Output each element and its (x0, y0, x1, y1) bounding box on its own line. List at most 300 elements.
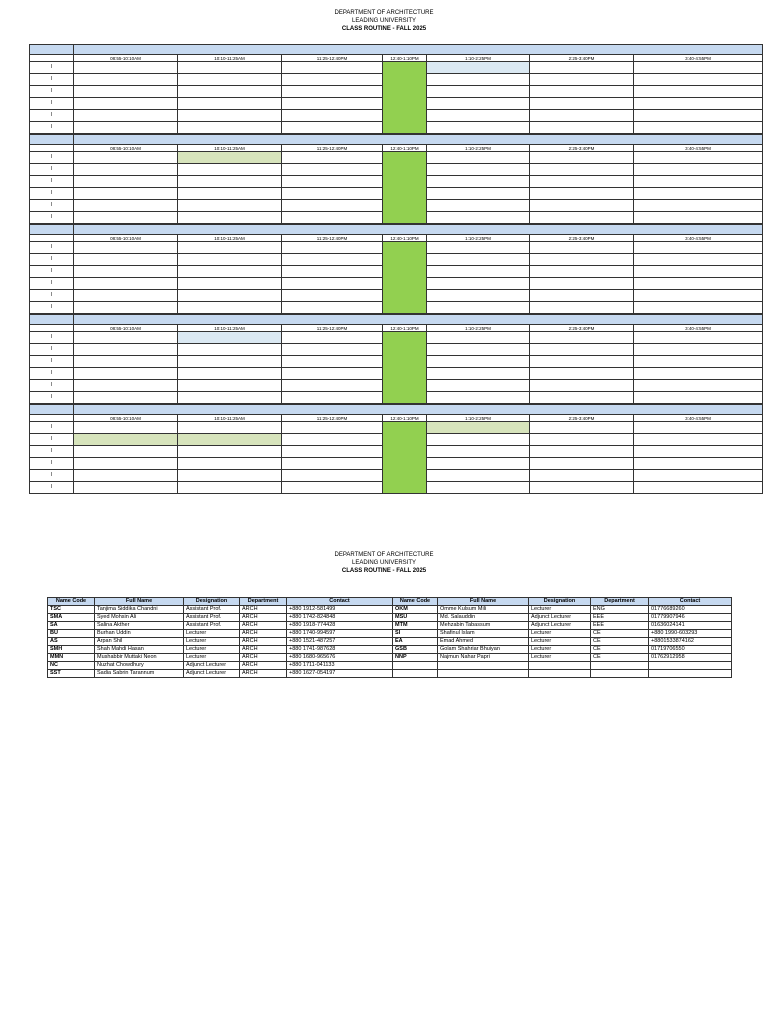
day-header-row (30, 45, 763, 55)
row-marker: I (30, 110, 74, 122)
corner-cell (30, 415, 74, 422)
class-routine (29, 44, 762, 494)
faculty-name: Shah Mahdi Hasan (95, 646, 184, 654)
lunch-break-cell (383, 422, 427, 494)
row-marker: I (30, 368, 74, 380)
class-cell (634, 62, 763, 74)
class-cell (282, 332, 383, 344)
faculty-code: OKM (393, 606, 438, 614)
time-slot-label: 3:40-4:55PM (634, 325, 763, 332)
corner-cell (30, 235, 74, 242)
time-slot-label: 08:55-10:10AM (74, 325, 178, 332)
faculty-name: Mushabbir Muttaki Neon (95, 654, 184, 662)
faculty-name: Salina Akther (95, 622, 184, 630)
class-cell (530, 434, 634, 446)
faculty-table (47, 597, 732, 678)
faculty-contact: +880 1521-487257 (287, 638, 393, 646)
class-cell (427, 152, 530, 164)
day-header-cell (74, 315, 763, 325)
faculty-contact: +8801533874162 (649, 638, 732, 646)
class-cell (530, 290, 634, 302)
time-slot-label: 3:40-4:55PM (634, 145, 763, 152)
faculty-designation: Lecturer (184, 630, 240, 638)
day-header-row (30, 225, 763, 235)
row-marker: I (30, 152, 74, 164)
class-cell (74, 290, 178, 302)
day-header-row (30, 315, 763, 325)
faculty-designation: Adjunct Lecturer (529, 622, 591, 630)
faculty-column-header: Department (240, 598, 287, 606)
class-cell (74, 200, 178, 212)
faculty-code: EA (393, 638, 438, 646)
class-cell (282, 152, 383, 164)
faculty-row (48, 630, 732, 638)
time-slot-label: 11:25-12:40PM (282, 325, 383, 332)
time-slot-label: 10:10-11:25AM (178, 325, 282, 332)
day-label-cell (30, 135, 74, 145)
class-cell (74, 86, 178, 98)
faculty-contact: +880 1912-581499 (287, 606, 393, 614)
faculty-code: SMH (48, 646, 95, 654)
class-cell (178, 422, 282, 434)
class-cell (178, 458, 282, 470)
class-cell (530, 380, 634, 392)
class-cell (178, 74, 282, 86)
time-slot-label: 11:25-12:40PM (282, 235, 383, 242)
class-cell (178, 212, 282, 224)
row-marker: I (30, 98, 74, 110)
class-cell (427, 482, 530, 494)
faculty-contact: +880 1627-054197 (287, 670, 393, 678)
class-cell (282, 110, 383, 122)
class-cell (74, 392, 178, 404)
class-cell (178, 344, 282, 356)
class-cell (282, 446, 383, 458)
class-cell (530, 392, 634, 404)
row-marker: I (30, 266, 74, 278)
faculty-header (0, 551, 768, 575)
class-cell (178, 356, 282, 368)
faculty-name: Syed Mohsin Ali (95, 614, 184, 622)
class-cell (634, 392, 763, 404)
class-cell (530, 266, 634, 278)
class-cell (74, 470, 178, 482)
class-cell (178, 188, 282, 200)
faculty-name (438, 670, 529, 678)
class-cell (74, 344, 178, 356)
faculty-name: Md. Salauddin (438, 614, 529, 622)
class-cell (178, 380, 282, 392)
class-cell (530, 110, 634, 122)
class-cell (530, 356, 634, 368)
class-cell (178, 122, 282, 134)
class-cell (427, 254, 530, 266)
faculty-contact: +880 1918-774428 (287, 622, 393, 630)
class-cell (427, 86, 530, 98)
class-cell (634, 188, 763, 200)
class-cell (178, 110, 282, 122)
day-header-cell (74, 405, 763, 415)
class-cell (530, 98, 634, 110)
class-cell (634, 380, 763, 392)
class-cell (178, 266, 282, 278)
faculty-column-header: Department (591, 598, 649, 606)
faculty-department: ARCH (240, 654, 287, 662)
university-title: LEADING UNIVERSITY (351, 560, 416, 566)
faculty-contact (649, 662, 732, 670)
class-cell (530, 242, 634, 254)
class-cell (178, 446, 282, 458)
faculty-department: ARCH (240, 606, 287, 614)
class-cell (74, 122, 178, 134)
time-slot-label: 3:40-4:55PM (634, 55, 763, 62)
faculty-contact (649, 670, 732, 678)
class-cell (178, 62, 282, 74)
class-cell (282, 266, 383, 278)
faculty-column-header: Contact (287, 598, 393, 606)
class-cell (427, 356, 530, 368)
class-cell (427, 332, 530, 344)
faculty-designation: Lecturer (529, 638, 591, 646)
class-cell (530, 164, 634, 176)
class-cell (427, 458, 530, 470)
day-block (29, 314, 762, 404)
faculty-department: ARCH (240, 638, 287, 646)
faculty-column-header: Name Code (393, 598, 438, 606)
class-cell (282, 368, 383, 380)
row-marker: I (30, 200, 74, 212)
faculty-contact: 01779907946 (649, 614, 732, 622)
class-cell (427, 242, 530, 254)
class-cell (74, 302, 178, 314)
class-cell (178, 482, 282, 494)
class-cell (178, 470, 282, 482)
class-cell (634, 434, 763, 446)
class-cell (282, 200, 383, 212)
row-marker: I (30, 344, 74, 356)
faculty-department: CE (591, 630, 649, 638)
faculty-name: Omme Kulsum Mili (438, 606, 529, 614)
class-cell (427, 188, 530, 200)
class-cell (427, 212, 530, 224)
class-cell (282, 254, 383, 266)
day-header-row (30, 135, 763, 145)
class-cell (530, 122, 634, 134)
faculty-department: ARCH (240, 662, 287, 670)
faculty-code: SA (48, 622, 95, 630)
class-cell (634, 266, 763, 278)
class-cell (427, 392, 530, 404)
class-cell (74, 212, 178, 224)
class-cell (74, 332, 178, 344)
faculty-department: ARCH (240, 646, 287, 654)
faculty-department: ARCH (240, 670, 287, 678)
time-slot-label: 10:10-11:25AM (178, 415, 282, 422)
time-slot-label: 11:25-12:40PM (282, 145, 383, 152)
class-cell (530, 152, 634, 164)
class-row (30, 152, 763, 164)
class-cell (530, 254, 634, 266)
class-cell (427, 176, 530, 188)
faculty-code (393, 670, 438, 678)
faculty-code: SST (48, 670, 95, 678)
class-cell (427, 344, 530, 356)
class-cell (282, 176, 383, 188)
class-cell (427, 422, 530, 434)
faculty-designation: Lecturer (184, 646, 240, 654)
faculty-department: EEE (591, 622, 649, 630)
faculty-contact: +880 1990-603293 (649, 630, 732, 638)
faculty-name (438, 662, 529, 670)
row-marker: I (30, 62, 74, 74)
class-cell (634, 278, 763, 290)
faculty-code: MTM (393, 622, 438, 630)
class-cell (634, 164, 763, 176)
class-cell (634, 176, 763, 188)
class-cell (634, 446, 763, 458)
class-cell (74, 74, 178, 86)
faculty-department: CE (591, 646, 649, 654)
class-cell (74, 380, 178, 392)
faculty-code: SI (393, 630, 438, 638)
faculty-code: AS (48, 638, 95, 646)
class-cell (530, 302, 634, 314)
faculty-row (48, 670, 732, 678)
class-cell (427, 470, 530, 482)
row-marker: I (30, 188, 74, 200)
faculty-designation (529, 670, 591, 678)
class-cell (282, 122, 383, 134)
class-cell (178, 86, 282, 98)
time-slot-label: 12:40-1:10PM (383, 235, 427, 242)
class-cell (74, 368, 178, 380)
class-cell (634, 110, 763, 122)
lunch-break-cell (383, 332, 427, 404)
class-cell (74, 176, 178, 188)
row-marker: I (30, 176, 74, 188)
row-marker: I (30, 482, 74, 494)
faculty-department: ARCH (240, 614, 287, 622)
class-cell (178, 152, 282, 164)
faculty-contact: +880 1741-987628 (287, 646, 393, 654)
class-cell (634, 254, 763, 266)
faculty-designation: Lecturer (529, 654, 591, 662)
class-cell (634, 122, 763, 134)
class-cell (530, 200, 634, 212)
faculty-department: EEE (591, 614, 649, 622)
faculty-contact: +880 1740-994597 (287, 630, 393, 638)
faculty-column-header: Contact (649, 598, 732, 606)
class-cell (74, 254, 178, 266)
time-slot-label: 2:25-3:40PM (530, 55, 634, 62)
faculty-department: CE (591, 638, 649, 646)
class-cell (427, 164, 530, 176)
class-cell (530, 470, 634, 482)
class-cell (427, 74, 530, 86)
time-slot-label: 2:25-3:40PM (530, 325, 634, 332)
class-cell (282, 86, 383, 98)
time-slot-label: 10:10-11:25AM (178, 235, 282, 242)
class-cell (530, 212, 634, 224)
class-cell (530, 482, 634, 494)
class-cell (634, 200, 763, 212)
class-cell (530, 344, 634, 356)
class-cell (634, 98, 763, 110)
faculty-department: CE (591, 654, 649, 662)
faculty-column-header: Designation (529, 598, 591, 606)
lunch-break-cell (383, 62, 427, 134)
row-marker: I (30, 380, 74, 392)
time-slot-label: 10:10-11:25AM (178, 55, 282, 62)
class-cell (178, 254, 282, 266)
class-cell (634, 290, 763, 302)
class-row (30, 422, 763, 434)
time-slot-row (30, 325, 763, 332)
row-marker: I (30, 332, 74, 344)
faculty-designation: Adjunct Lecturer (184, 670, 240, 678)
class-cell (74, 482, 178, 494)
faculty-code: BU (48, 630, 95, 638)
faculty-contact: +880 1680-965676 (287, 654, 393, 662)
row-marker: I (30, 470, 74, 482)
lunch-break-cell (383, 242, 427, 314)
faculty-name: Sadia Sabrin Tarannum (95, 670, 184, 678)
time-slot-label: 1:10-2:25PM (427, 415, 530, 422)
class-cell (178, 278, 282, 290)
faculty-designation: Lecturer (529, 630, 591, 638)
faculty-designation: Adjunct Lecturer (184, 662, 240, 670)
faculty-department (591, 662, 649, 670)
class-cell (74, 110, 178, 122)
class-cell (74, 458, 178, 470)
class-cell (282, 302, 383, 314)
faculty-contact: 01636024141 (649, 622, 732, 630)
class-cell (530, 368, 634, 380)
faculty-designation: Assistant Prof. (184, 622, 240, 630)
row-marker: I (30, 164, 74, 176)
class-cell (427, 290, 530, 302)
faculty-header-row (48, 598, 732, 606)
class-cell (634, 332, 763, 344)
class-cell (178, 434, 282, 446)
class-cell (178, 332, 282, 344)
faculty-row (48, 654, 732, 662)
class-cell (530, 62, 634, 74)
faculty-designation (529, 662, 591, 670)
class-cell (74, 356, 178, 368)
day-header-cell (74, 135, 763, 145)
class-cell (427, 266, 530, 278)
time-slot-row (30, 235, 763, 242)
day-block (29, 44, 762, 134)
lunch-break-cell (383, 152, 427, 224)
row-marker: I (30, 434, 74, 446)
class-cell (74, 152, 178, 164)
class-cell (634, 482, 763, 494)
time-slot-row (30, 145, 763, 152)
class-cell (634, 74, 763, 86)
faculty-designation: Assistant Prof. (184, 614, 240, 622)
corner-cell (30, 145, 74, 152)
class-cell (634, 212, 763, 224)
class-cell (178, 392, 282, 404)
faculty-code: SMA (48, 614, 95, 622)
class-cell (282, 458, 383, 470)
class-cell (427, 446, 530, 458)
class-cell (282, 164, 383, 176)
class-cell (634, 86, 763, 98)
faculty-row (48, 638, 732, 646)
faculty-row (48, 614, 732, 622)
day-label-cell (30, 405, 74, 415)
time-slot-label: 2:25-3:40PM (530, 235, 634, 242)
faculty-department: ARCH (240, 630, 287, 638)
faculty-name: Arpan Shil (95, 638, 184, 646)
class-cell (74, 62, 178, 74)
class-cell (427, 200, 530, 212)
corner-cell (30, 55, 74, 62)
row-marker: I (30, 254, 74, 266)
class-cell (282, 62, 383, 74)
day-label-cell (30, 315, 74, 325)
faculty-column-header: Full Name (438, 598, 529, 606)
time-slot-label: 12:40-1:10PM (383, 325, 427, 332)
faculty-contact: 01762912958 (649, 654, 732, 662)
faculty-department: ENG (591, 606, 649, 614)
time-slot-label: 08:55-10:10AM (74, 235, 178, 242)
class-cell (530, 86, 634, 98)
class-cell (74, 434, 178, 446)
class-cell (427, 98, 530, 110)
faculty-contact: +880 1742-824848 (287, 614, 393, 622)
class-cell (634, 302, 763, 314)
faculty-name: Shafinul Islam (438, 630, 529, 638)
class-cell (282, 188, 383, 200)
class-cell (634, 458, 763, 470)
row-marker: I (30, 86, 74, 98)
class-cell (178, 176, 282, 188)
class-cell (282, 98, 383, 110)
time-slot-label: 11:25-12:40PM (282, 415, 383, 422)
time-slot-label: 12:40-1:10PM (383, 145, 427, 152)
row-marker: I (30, 356, 74, 368)
faculty-designation: Adjunct Lecturer (529, 614, 591, 622)
class-cell (74, 278, 178, 290)
routine-title: CLASS ROUTINE - FALL 2025 (341, 26, 427, 32)
class-cell (530, 278, 634, 290)
class-cell (282, 482, 383, 494)
row-marker: I (30, 302, 74, 314)
faculty-contact: 01776689260 (649, 606, 732, 614)
faculty-designation: Lecturer (184, 654, 240, 662)
class-cell (427, 302, 530, 314)
time-slot-label: 2:25-3:40PM (530, 145, 634, 152)
class-cell (427, 110, 530, 122)
class-cell (282, 434, 383, 446)
row-marker: I (30, 458, 74, 470)
faculty-row (48, 606, 732, 614)
row-marker: I (30, 74, 74, 86)
class-cell (530, 332, 634, 344)
time-slot-label: 1:10-2:25PM (427, 325, 530, 332)
class-cell (530, 74, 634, 86)
class-cell (178, 98, 282, 110)
class-cell (634, 356, 763, 368)
faculty-name: Emad Ahmed (438, 638, 529, 646)
time-slot-label: 2:25-3:40PM (530, 415, 634, 422)
faculty-row (48, 662, 732, 670)
class-cell (282, 74, 383, 86)
